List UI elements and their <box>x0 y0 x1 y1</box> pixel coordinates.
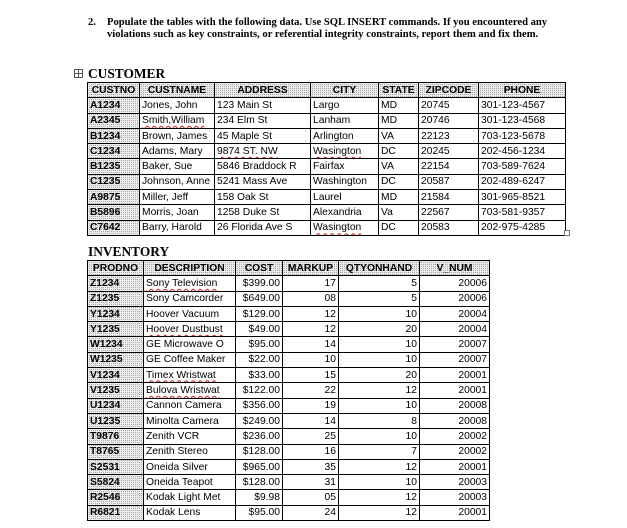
inventory-cell-prodno: S2531 <box>88 459 144 474</box>
inventory-cell-cost: $249.00 <box>236 413 283 428</box>
spelling-flag: 9874 ST. NW <box>217 145 278 157</box>
customer-cell-address: 5846 Braddock R <box>215 159 311 174</box>
customer-cell-state: VA <box>379 159 419 174</box>
table-row <box>88 444 490 459</box>
inventory-cell-markup: 14 <box>283 337 339 352</box>
inventory-cell-v_num: 20001 <box>420 383 490 398</box>
customer-cell-zipcode: 21584 <box>419 190 479 205</box>
table-row <box>88 306 490 321</box>
table-row <box>88 98 566 113</box>
inventory-cell-v_num: 20004 <box>420 306 490 321</box>
inventory-cell-markup: 22 <box>283 383 339 398</box>
customer-cell-custno: A2345 <box>88 113 140 128</box>
spelling-flag: Bulova Wristwat <box>146 385 220 397</box>
inventory-cell-description: Cannon Camera <box>144 398 236 413</box>
customer-header-state: STATE <box>379 83 419 98</box>
customer-cell-custname: Brown, James <box>140 128 215 143</box>
inventory-cell-markup: 25 <box>283 429 339 444</box>
table-row <box>88 459 490 474</box>
customer-cell-phone: 703-589-7624 <box>479 159 566 174</box>
customer-cell-address: 123 Main St <box>215 98 311 113</box>
customer-header-zipcode: ZIPCODE <box>419 83 479 98</box>
customer-header-phone: PHONE <box>479 83 566 98</box>
inventory-table <box>87 260 490 521</box>
customer-cell-phone: 202-975-4285 <box>479 220 566 235</box>
inventory-cell-prodno: T8765 <box>88 444 144 459</box>
inventory-cell-qtyonhand: 10 <box>339 398 420 413</box>
inventory-cell-qtyonhand: 12 <box>339 505 420 520</box>
customer-cell-address: 234 Elm St <box>215 113 311 128</box>
inventory-cell-qtyonhand: 12 <box>339 490 420 505</box>
inventory-cell-markup: 15 <box>283 368 339 383</box>
customer-cell-address: 1258 Duke St <box>215 205 311 220</box>
inventory-cell-prodno: Z1234 <box>88 276 144 291</box>
table-header-row <box>88 261 490 276</box>
inventory-cell-v_num: 20008 <box>420 413 490 428</box>
customer-cell-phone: 202-489-6247 <box>479 174 566 189</box>
inventory-cell-v_num: 20001 <box>420 368 490 383</box>
inventory-cell-v_num: 20003 <box>420 475 490 490</box>
inventory-cell-markup: 19 <box>283 398 339 413</box>
customer-cell-phone: 202-456-1234 <box>479 144 566 159</box>
customer-cell-custname: Baker, Sue <box>140 159 215 174</box>
inventory-table-title: INVENTORY <box>88 244 170 259</box>
inventory-cell-markup: 14 <box>283 413 339 428</box>
inventory-cell-description: Sony Camcorder <box>144 291 236 306</box>
inventory-cell-cost: $9.98 <box>236 490 283 505</box>
inventory-cell-prodno: Y1235 <box>88 322 144 337</box>
customer-cell-state: DC <box>379 144 419 159</box>
question-text: Populate the tables with the following data. Use SQL INSERT commands. If you encountered any violations such as key constraints, or referential integrity constraints, report them and fix them. <box>107 17 548 41</box>
spelling-flag: Hoover Dustbust <box>146 323 223 335</box>
inventory-cell-v_num: 20007 <box>420 352 490 367</box>
inventory-header-description: DESCRIPTION <box>144 261 236 276</box>
customer-cell-state: VA <box>379 128 419 143</box>
table-row <box>88 475 490 490</box>
inventory-cell-markup: 16 <box>283 444 339 459</box>
customer-table-title: CUSTOMER <box>88 66 166 81</box>
customer-cell-state: MD <box>379 190 419 205</box>
inventory-cell-qtyonhand: 10 <box>339 306 420 321</box>
customer-cell-zipcode: 22123 <box>419 128 479 143</box>
customer-cell-custname: Jones, John <box>140 98 215 113</box>
inventory-cell-qtyonhand: 10 <box>339 475 420 490</box>
table-row <box>88 291 490 306</box>
customer-cell-state: MD <box>379 113 419 128</box>
inventory-cell-description: Kodak Light Met <box>144 490 236 505</box>
inventory-cell-qtyonhand: 8 <box>339 413 420 428</box>
customer-cell-zipcode: 20746 <box>419 113 479 128</box>
inventory-cell-prodno: V1234 <box>88 368 144 383</box>
inventory-cell-cost: $649.00 <box>236 291 283 306</box>
table-row <box>88 144 566 159</box>
customer-cell-custname: Morris, Joan <box>140 205 215 220</box>
customer-header-custno: CUSTNO <box>88 83 140 98</box>
inventory-cell-prodno: U1234 <box>88 398 144 413</box>
customer-cell-city: Largo <box>311 98 379 113</box>
customer-cell-phone: 301-123-4568 <box>479 113 566 128</box>
inventory-cell-description <box>144 322 236 337</box>
customer-cell-phone: 301-965-8521 <box>479 190 566 205</box>
table-row <box>88 190 566 205</box>
customer-cell-custno: C1235 <box>88 174 140 189</box>
customer-cell-city <box>311 220 379 235</box>
inventory-header-markup: MARKUP <box>283 261 339 276</box>
customer-cell-custno: B5896 <box>88 205 140 220</box>
customer-cell-city: Fairfax <box>311 159 379 174</box>
customer-cell-custno: A1234 <box>88 98 140 113</box>
customer-cell-address <box>215 144 311 159</box>
inventory-cell-v_num: 20004 <box>420 322 490 337</box>
inventory-cell-description: Minolta Camera <box>144 413 236 428</box>
customer-cell-zipcode: 20245 <box>419 144 479 159</box>
inventory-cell-description: Hoover Vacuum <box>144 306 236 321</box>
inventory-cell-qtyonhand: 10 <box>339 429 420 444</box>
inventory-cell-cost: $128.00 <box>236 444 283 459</box>
inventory-cell-qtyonhand: 5 <box>339 291 420 306</box>
inventory-cell-prodno: R2546 <box>88 490 144 505</box>
spelling-flag: Wasington <box>313 145 362 157</box>
inventory-cell-v_num: 20007 <box>420 337 490 352</box>
inventory-cell-prodno: S5824 <box>88 475 144 490</box>
customer-cell-zipcode: 20583 <box>419 220 479 235</box>
customer-cell-address: 26 Florida Ave S <box>215 220 311 235</box>
inventory-cell-cost: $128.00 <box>236 475 283 490</box>
customer-cell-custname: Barry, Harold <box>140 220 215 235</box>
customer-cell-phone: 703-123-5678 <box>479 128 566 143</box>
table-resize-handle[interactable] <box>564 230 570 236</box>
customer-header-address: ADDRESS <box>215 83 311 98</box>
inventory-cell-v_num: 20002 <box>420 444 490 459</box>
inventory-cell-description: Kodak Lens <box>144 505 236 520</box>
customer-cell-custname: Adams, Mary <box>140 144 215 159</box>
inventory-cell-v_num: 20006 <box>420 291 490 306</box>
customer-cell-custno: C7642 <box>88 220 140 235</box>
inventory-cell-cost: $22.00 <box>236 352 283 367</box>
inventory-cell-qtyonhand: 10 <box>339 352 420 367</box>
table-row <box>88 113 566 128</box>
customer-cell-city: Lanham <box>311 113 379 128</box>
inventory-cell-prodno: W1235 <box>88 352 144 367</box>
customer-cell-state: DC <box>379 174 419 189</box>
inventory-cell-description: Zenith Stereo <box>144 444 236 459</box>
inventory-cell-prodno: Z1235 <box>88 291 144 306</box>
inventory-cell-markup: 17 <box>283 276 339 291</box>
table-header-row <box>88 83 566 98</box>
inventory-cell-prodno: U1235 <box>88 413 144 428</box>
inventory-cell-v_num: 20006 <box>420 276 490 291</box>
inventory-cell-cost: $95.00 <box>236 337 283 352</box>
customer-cell-state: DC <box>379 220 419 235</box>
customer-cell-city <box>311 144 379 159</box>
inventory-cell-qtyonhand: 10 <box>339 337 420 352</box>
inventory-cell-markup: 24 <box>283 505 339 520</box>
table-row <box>88 429 490 444</box>
customer-cell-zipcode: 22154 <box>419 159 479 174</box>
inventory-cell-cost: $356.00 <box>236 398 283 413</box>
inventory-cell-qtyonhand: 5 <box>339 276 420 291</box>
inventory-cell-markup: 35 <box>283 459 339 474</box>
customer-cell-phone: 703-581-9357 <box>479 205 566 220</box>
inventory-cell-v_num: 20002 <box>420 429 490 444</box>
inventory-cell-qtyonhand: 20 <box>339 368 420 383</box>
customer-cell-zipcode: 20745 <box>419 98 479 113</box>
spelling-flag: Timex Wristwat <box>146 369 216 381</box>
inventory-cell-cost: $33.00 <box>236 368 283 383</box>
table-row <box>88 490 490 505</box>
inventory-header-cost: COST <box>236 261 283 276</box>
table-row <box>88 220 566 235</box>
inventory-cell-cost: $399.00 <box>236 276 283 291</box>
inventory-cell-markup: 10 <box>283 352 339 367</box>
inventory-header-prodno: PRODNO <box>88 261 144 276</box>
inventory-cell-markup: 08 <box>283 291 339 306</box>
customer-cell-address: 45 Maple St <box>215 128 311 143</box>
inventory-cell-v_num: 20003 <box>420 490 490 505</box>
inventory-cell-prodno: Y1234 <box>88 306 144 321</box>
inventory-cell-prodno: R6821 <box>88 505 144 520</box>
question-number: 2. <box>88 17 96 28</box>
table-move-handle-icon[interactable] <box>74 69 83 78</box>
inventory-cell-prodno: T9876 <box>88 429 144 444</box>
inventory-cell-qtyonhand: 20 <box>339 322 420 337</box>
customer-header-city: CITY <box>311 83 379 98</box>
table-row <box>88 368 490 383</box>
spelling-flag: Smith,William <box>142 115 205 127</box>
table-row <box>88 337 490 352</box>
inventory-cell-cost: $122.00 <box>236 383 283 398</box>
table-row <box>88 398 490 413</box>
inventory-cell-description <box>144 276 236 291</box>
customer-cell-zipcode: 22567 <box>419 205 479 220</box>
inventory-cell-v_num: 20001 <box>420 459 490 474</box>
inventory-cell-cost: $129.00 <box>236 306 283 321</box>
inventory-header-qtyonhand: QTYONHAND <box>339 261 420 276</box>
inventory-cell-description: Oneida Teapot <box>144 475 236 490</box>
inventory-cell-qtyonhand: 12 <box>339 383 420 398</box>
table-row <box>88 505 490 520</box>
customer-cell-phone: 301-123-4567 <box>479 98 566 113</box>
inventory-cell-prodno: V1235 <box>88 383 144 398</box>
table-row <box>88 413 490 428</box>
inventory-cell-description: GE Coffee Maker <box>144 352 236 367</box>
table-row <box>88 322 490 337</box>
customer-cell-custname: Miller, Jeff <box>140 190 215 205</box>
inventory-cell-cost: $49.00 <box>236 322 283 337</box>
customer-cell-custname: Johnson, Anne <box>140 174 215 189</box>
customer-cell-address: 5241 Mass Ave <box>215 174 311 189</box>
customer-header-custname: CUSTNAME <box>140 83 215 98</box>
customer-cell-custname <box>140 113 215 128</box>
inventory-cell-v_num: 20008 <box>420 398 490 413</box>
customer-cell-state: Va <box>379 205 419 220</box>
customer-cell-city: Laurel <box>311 190 379 205</box>
table-row <box>88 205 566 220</box>
table-row <box>88 128 566 143</box>
inventory-cell-markup: 12 <box>283 322 339 337</box>
spelling-flag: Sony Television <box>146 277 218 289</box>
inventory-cell-v_num: 20001 <box>420 505 490 520</box>
inventory-cell-qtyonhand: 7 <box>339 444 420 459</box>
table-row <box>88 174 566 189</box>
customer-cell-custno: C1234 <box>88 144 140 159</box>
customer-cell-city: Alexandria <box>311 205 379 220</box>
inventory-cell-markup: 12 <box>283 306 339 321</box>
spelling-flag: Wasington <box>313 222 362 234</box>
customer-cell-city: Arlington <box>311 128 379 143</box>
inventory-cell-description: Oneida Silver <box>144 459 236 474</box>
table-row <box>88 159 566 174</box>
inventory-cell-markup: 05 <box>283 490 339 505</box>
customer-cell-zipcode: 20587 <box>419 174 479 189</box>
table-row <box>88 276 490 291</box>
customer-cell-custno: B1234 <box>88 128 140 143</box>
customer-cell-state: MD <box>379 98 419 113</box>
customer-table <box>87 82 566 236</box>
inventory-cell-cost: $95.00 <box>236 505 283 520</box>
inventory-cell-markup: 31 <box>283 475 339 490</box>
customer-cell-custno: B1235 <box>88 159 140 174</box>
inventory-cell-cost: $965.00 <box>236 459 283 474</box>
customer-cell-city: Washington <box>311 174 379 189</box>
inventory-cell-cost: $236.00 <box>236 429 283 444</box>
customer-cell-custno: A9875 <box>88 190 140 205</box>
table-row <box>88 383 490 398</box>
inventory-cell-description: GE Microwave O <box>144 337 236 352</box>
table-row <box>88 352 490 367</box>
inventory-cell-qtyonhand: 12 <box>339 459 420 474</box>
inventory-header-v_num: V_NUM <box>420 261 490 276</box>
inventory-cell-description: Zenith VCR <box>144 429 236 444</box>
inventory-cell-prodno: W1234 <box>88 337 144 352</box>
inventory-cell-description <box>144 383 236 398</box>
customer-cell-address: 158 Oak St <box>215 190 311 205</box>
inventory-cell-description <box>144 368 236 383</box>
